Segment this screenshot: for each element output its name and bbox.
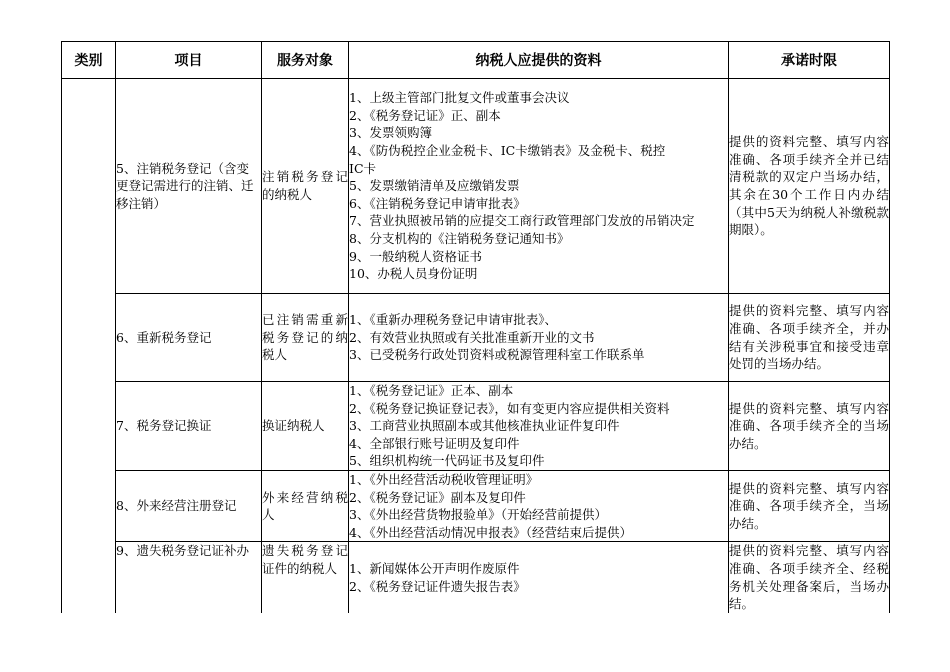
document-line: 2、《税务登记证件遗失报告表》 — [349, 578, 526, 594]
document-line: 9、一般纳税人资格证书 — [349, 248, 482, 264]
table-row — [62, 542, 890, 613]
promise-cell: 提供的资料完整、填写内容准确、各项手续齐全、经税务机关处理备案后，当场办结。 — [729, 543, 889, 612]
document-line: 4、全部银行账号证明及复印件 — [349, 435, 520, 451]
table-row — [62, 79, 890, 294]
header-promise: 承诺时限 — [729, 42, 890, 79]
document-line: 1、《税务登记证》正本、副本 — [349, 383, 514, 398]
document-line: 10、办税人员身份证明 — [349, 266, 478, 282]
documents-cell — [349, 79, 729, 294]
item-cell: 5、注销税务登记（含变更登记需进行的注销、迁移注销） — [116, 79, 262, 294]
header-target: 服务对象 — [262, 42, 349, 79]
target-cell: 注销税务登记的纳税人 — [262, 79, 349, 294]
documents-cell — [349, 470, 729, 541]
item-cell: 8、外来经营注册登记 — [116, 470, 262, 541]
category-cell — [62, 79, 116, 613]
header-category: 类别 — [62, 42, 116, 79]
promise-cell: 提供的资料完整、填写内容准确、各项手续齐全并已结清税款的双定户当场办结，其余在30个工作日内办结（其中5天为纳税人补缴税款期限）。 — [729, 79, 890, 294]
document-line: 2、《税务登记证》副本及复印件 — [349, 489, 526, 505]
target-cell: 已注销需重新税务登记的纳税人 — [262, 294, 349, 382]
document-line: 1、《外出经营活动税收管理证明》 — [349, 471, 539, 487]
target-cell: 外来经营纳税人 — [262, 470, 349, 541]
documents-cell — [349, 542, 729, 613]
table-row — [62, 470, 890, 541]
document-line: 8、分支机构的《注销税务登记通知书》 — [349, 230, 570, 246]
header-item: 项目 — [116, 42, 262, 79]
header-documents: 纳税人应提供的资料 — [349, 42, 729, 79]
promise-cell: 提供的资料完整、填写内容准确、各项手续齐全，当场办结。 — [729, 470, 890, 541]
item-cell: 7、税务登记换证 — [116, 382, 262, 471]
documents-cell — [349, 294, 729, 382]
document-line: 1、《重新办理税务登记申请审批表》、 — [349, 312, 557, 328]
document-line: 1、上级主管部门批复文件或董事会决议 — [349, 90, 570, 106]
document-line: 3、工商营业执照副本或其他核准执业证件复印件 — [349, 418, 620, 434]
item-cell: 9、遗失税务登记证补办 — [116, 542, 262, 613]
document-line: 2、有效营业执照或有关批准重新开业的文书 — [349, 329, 595, 345]
header-row — [62, 42, 890, 79]
documents-cell — [349, 382, 729, 471]
document-line: 3、发票领购簿 — [349, 125, 432, 141]
document-line: 3、已受税务行政处罚资料或税源管理科室工作联系单 — [349, 347, 645, 363]
target-cell: 遗失税务登记证件的纳税人 — [262, 542, 349, 613]
document-line: 5、发票缴销清单及应缴销发票 — [349, 178, 520, 194]
document-line: 5、组织机构统一代码证书及复印件 — [349, 453, 545, 469]
document-line: IC卡 — [349, 160, 377, 176]
table-row — [62, 294, 890, 382]
promise-cell: 提供的资料完整、填写内容准确、各项手续齐全，并办结有关涉税事宜和接受违章处罚的当场办结。 — [729, 294, 890, 382]
document-line: 2、《税务登记证》正、副本 — [349, 107, 501, 123]
service-table — [61, 41, 890, 613]
promise-cell: 提供的资料完整、填写内容准确、各项手续齐全的当场办结。 — [729, 382, 890, 471]
document-line: 3、《外出经营货物报验单》（开始经营前提供） — [349, 507, 607, 523]
document-line: 6、《注销税务登记申请审批表》 — [349, 195, 526, 211]
document-line: 1、新闻媒体公开声明作废原件 — [349, 560, 520, 576]
document-line: 4、《防伪税控企业金税卡、IC卡缴销表》及金税卡、税控 — [349, 143, 666, 159]
table-row — [62, 382, 890, 471]
document-line: 2、《税务登记换证登记表》，如有变更内容应提供相关资料 — [349, 400, 670, 416]
document-line: 7、营业执照被吊销的应提交工商行政管理部门发放的吊销决定 — [349, 213, 695, 229]
target-cell: 换证纳税人 — [262, 382, 349, 471]
document-line: 4、《外出经营活动情况申报表》（经营结束后提供） — [349, 524, 632, 540]
item-cell: 6、重新税务登记 — [116, 294, 262, 382]
